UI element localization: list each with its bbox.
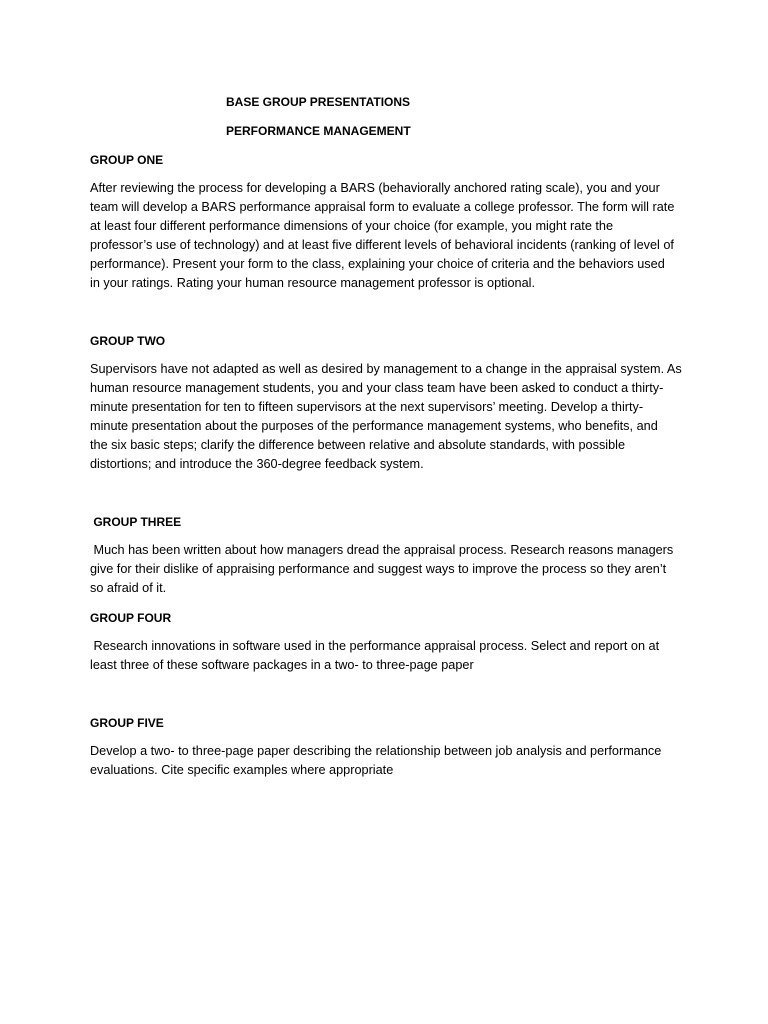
paragraph-line: so afraid of it.	[90, 581, 167, 595]
group-one-paragraph	[90, 179, 690, 293]
paragraph-line: After reviewing the process for developing a BARS (behaviorally anchored rating scale), you and your	[90, 181, 660, 195]
document-title: BASE GROUP PRESENTATIONS	[226, 95, 411, 109]
paragraph-line: Much has been written about how managers dread the appraisal process. Research reasons managers	[90, 543, 674, 557]
group-one-heading: GROUP ONE	[90, 153, 164, 167]
group-two-paragraph	[90, 360, 690, 474]
paragraph-line: the six basic steps; clarify the difference between relative and absolute standards, with possible	[90, 438, 626, 452]
paragraph-line: at least four different performance dimensions of your choice (for example, you might rate the	[90, 219, 614, 233]
paragraph-line: Develop a two- to three-page paper describing the relationship between job analysis and performance	[90, 744, 662, 758]
paragraph-line: Supervisors have not adapted as well as desired by management to a change in the appraisal system. As	[90, 362, 682, 376]
paragraph-line: performance). Present your form to the class, explaining your choice of criteria and the behaviors used	[90, 257, 665, 271]
document-subtitle: PERFORMANCE MANAGEMENT	[226, 124, 411, 138]
paragraph-line: give for their dislike of appraising performance and suggest ways to improve the process so they aren’t	[90, 562, 667, 576]
group-three-paragraph	[90, 541, 690, 598]
paragraph-line: Research innovations in software used in the performance appraisal process. Select and report on at	[90, 639, 660, 653]
group-three-heading: GROUP THREE	[90, 515, 182, 529]
paragraph-line: human resource management students, you and your class team have been asked to conduct a thirty-	[90, 381, 664, 395]
paragraph-line: team will develop a BARS performance appraisal form to evaluate a college professor. The form will rate	[90, 200, 675, 214]
group-two-heading: GROUP TWO	[90, 334, 166, 348]
paragraph-line: evaluations. Cite specific examples where appropriate	[90, 763, 394, 777]
paragraph-line: in your ratings. Rating your human resource management professor is optional.	[90, 276, 535, 290]
group-five-heading: GROUP FIVE	[90, 716, 164, 730]
paragraph-line: distortions; and introduce the 360-degree feedback system.	[90, 457, 424, 471]
group-five-paragraph	[90, 742, 690, 780]
paragraph-line: minute presentation for ten to fifteen supervisors at the next supervisors’ meeting. Develop a thirty-	[90, 400, 644, 414]
group-four-heading: GROUP FOUR	[90, 611, 172, 625]
paragraph-line: least three of these software packages in a two- to three-page paper	[90, 658, 474, 672]
paragraph-line: professor’s use of technology) and at least five different levels of behavioral incidents (ranking of level of	[90, 238, 674, 252]
group-four-paragraph	[90, 637, 690, 675]
paragraph-line: minute presentation about the purposes of the performance management systems, who benefits, and	[90, 419, 658, 433]
